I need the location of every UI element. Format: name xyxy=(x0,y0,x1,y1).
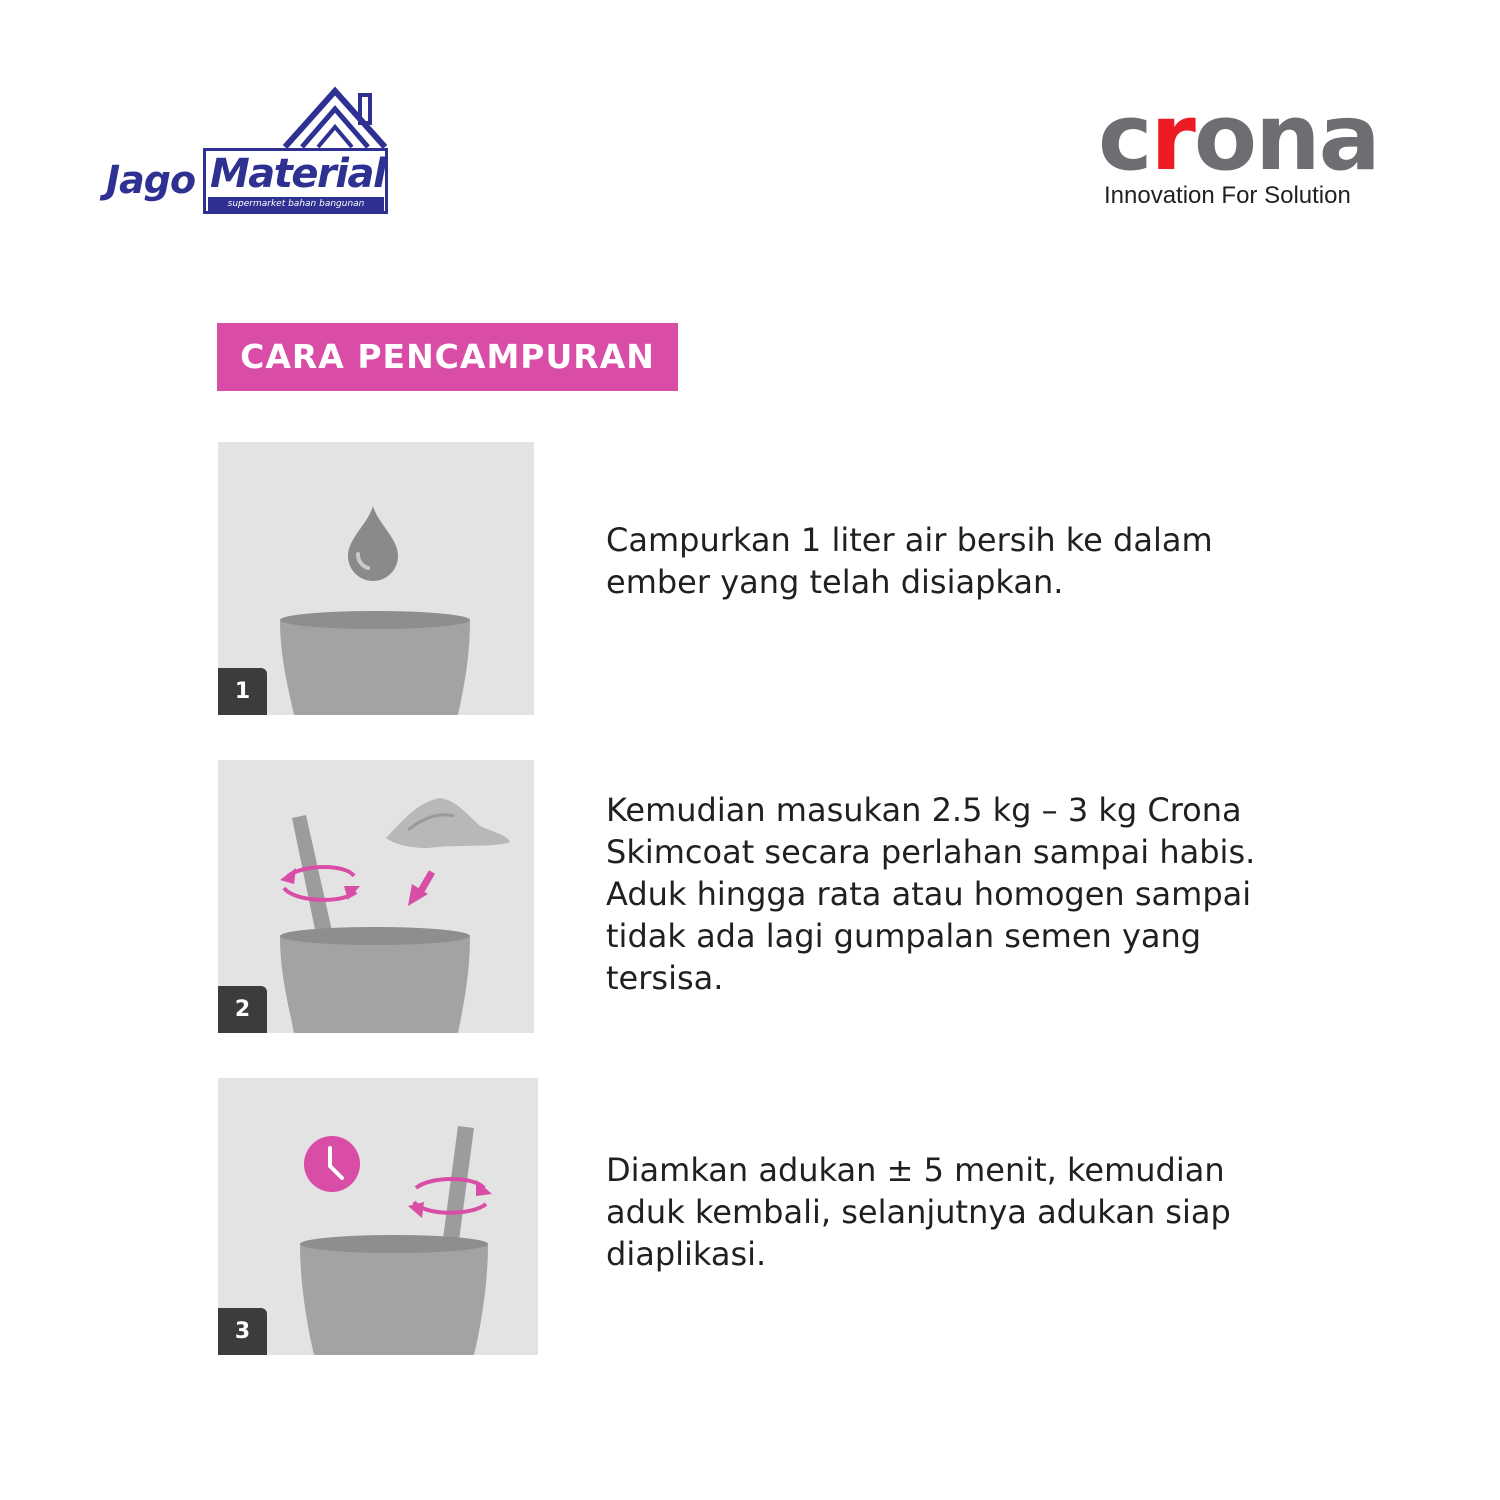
down-arrow-icon xyxy=(408,872,432,906)
powder-pile-icon xyxy=(386,798,510,848)
step-1-badge: 1 xyxy=(218,668,267,715)
crona-suffix: ona xyxy=(1193,84,1379,191)
jago-tagline: supermarket bahan bangunan xyxy=(208,197,384,211)
page-title: CARA PENCAMPURAN xyxy=(240,337,655,376)
clock-icon xyxy=(304,1136,360,1192)
step-3-illustration xyxy=(218,1078,538,1355)
material-word: Material xyxy=(210,151,386,197)
stirring-stick-icon xyxy=(442,1126,474,1248)
jago-word: Jago xyxy=(106,158,196,202)
step-1-text: Campurkan 1 liter air bersih ke dalam ember yang telah disiapkan. xyxy=(606,521,1213,601)
step-3-text: Diamkan adukan ± 5 menit, kemudian aduk kembali, selanjutnya adukan siap diaplikasi. xyxy=(606,1151,1231,1273)
house-roof-icon xyxy=(280,85,390,150)
crona-tagline: Innovation For Solution xyxy=(1104,182,1351,209)
step-2-text: Kemudian masukan 2.5 kg – 3 kg Crona Skimcoat secara perlahan sampai habis. Aduk hingga rata atau homogen sampai tidak ada lagi gumpalan semen yang tersisa. xyxy=(606,791,1256,997)
step-2-badge: 2 xyxy=(218,986,267,1033)
bucket-icon xyxy=(280,927,470,1033)
crona-logo xyxy=(1098,84,1379,191)
step-3-badge: 3 xyxy=(218,1308,267,1355)
step-2-illustration xyxy=(218,760,534,1033)
bucket-icon xyxy=(300,1235,488,1355)
bucket-icon xyxy=(280,611,470,715)
stirring-stick-icon xyxy=(292,815,334,944)
crona-prefix: c xyxy=(1098,84,1151,191)
water-drop-icon xyxy=(348,506,398,581)
crona-accent: r xyxy=(1150,84,1194,191)
step-1-illustration xyxy=(218,442,534,715)
